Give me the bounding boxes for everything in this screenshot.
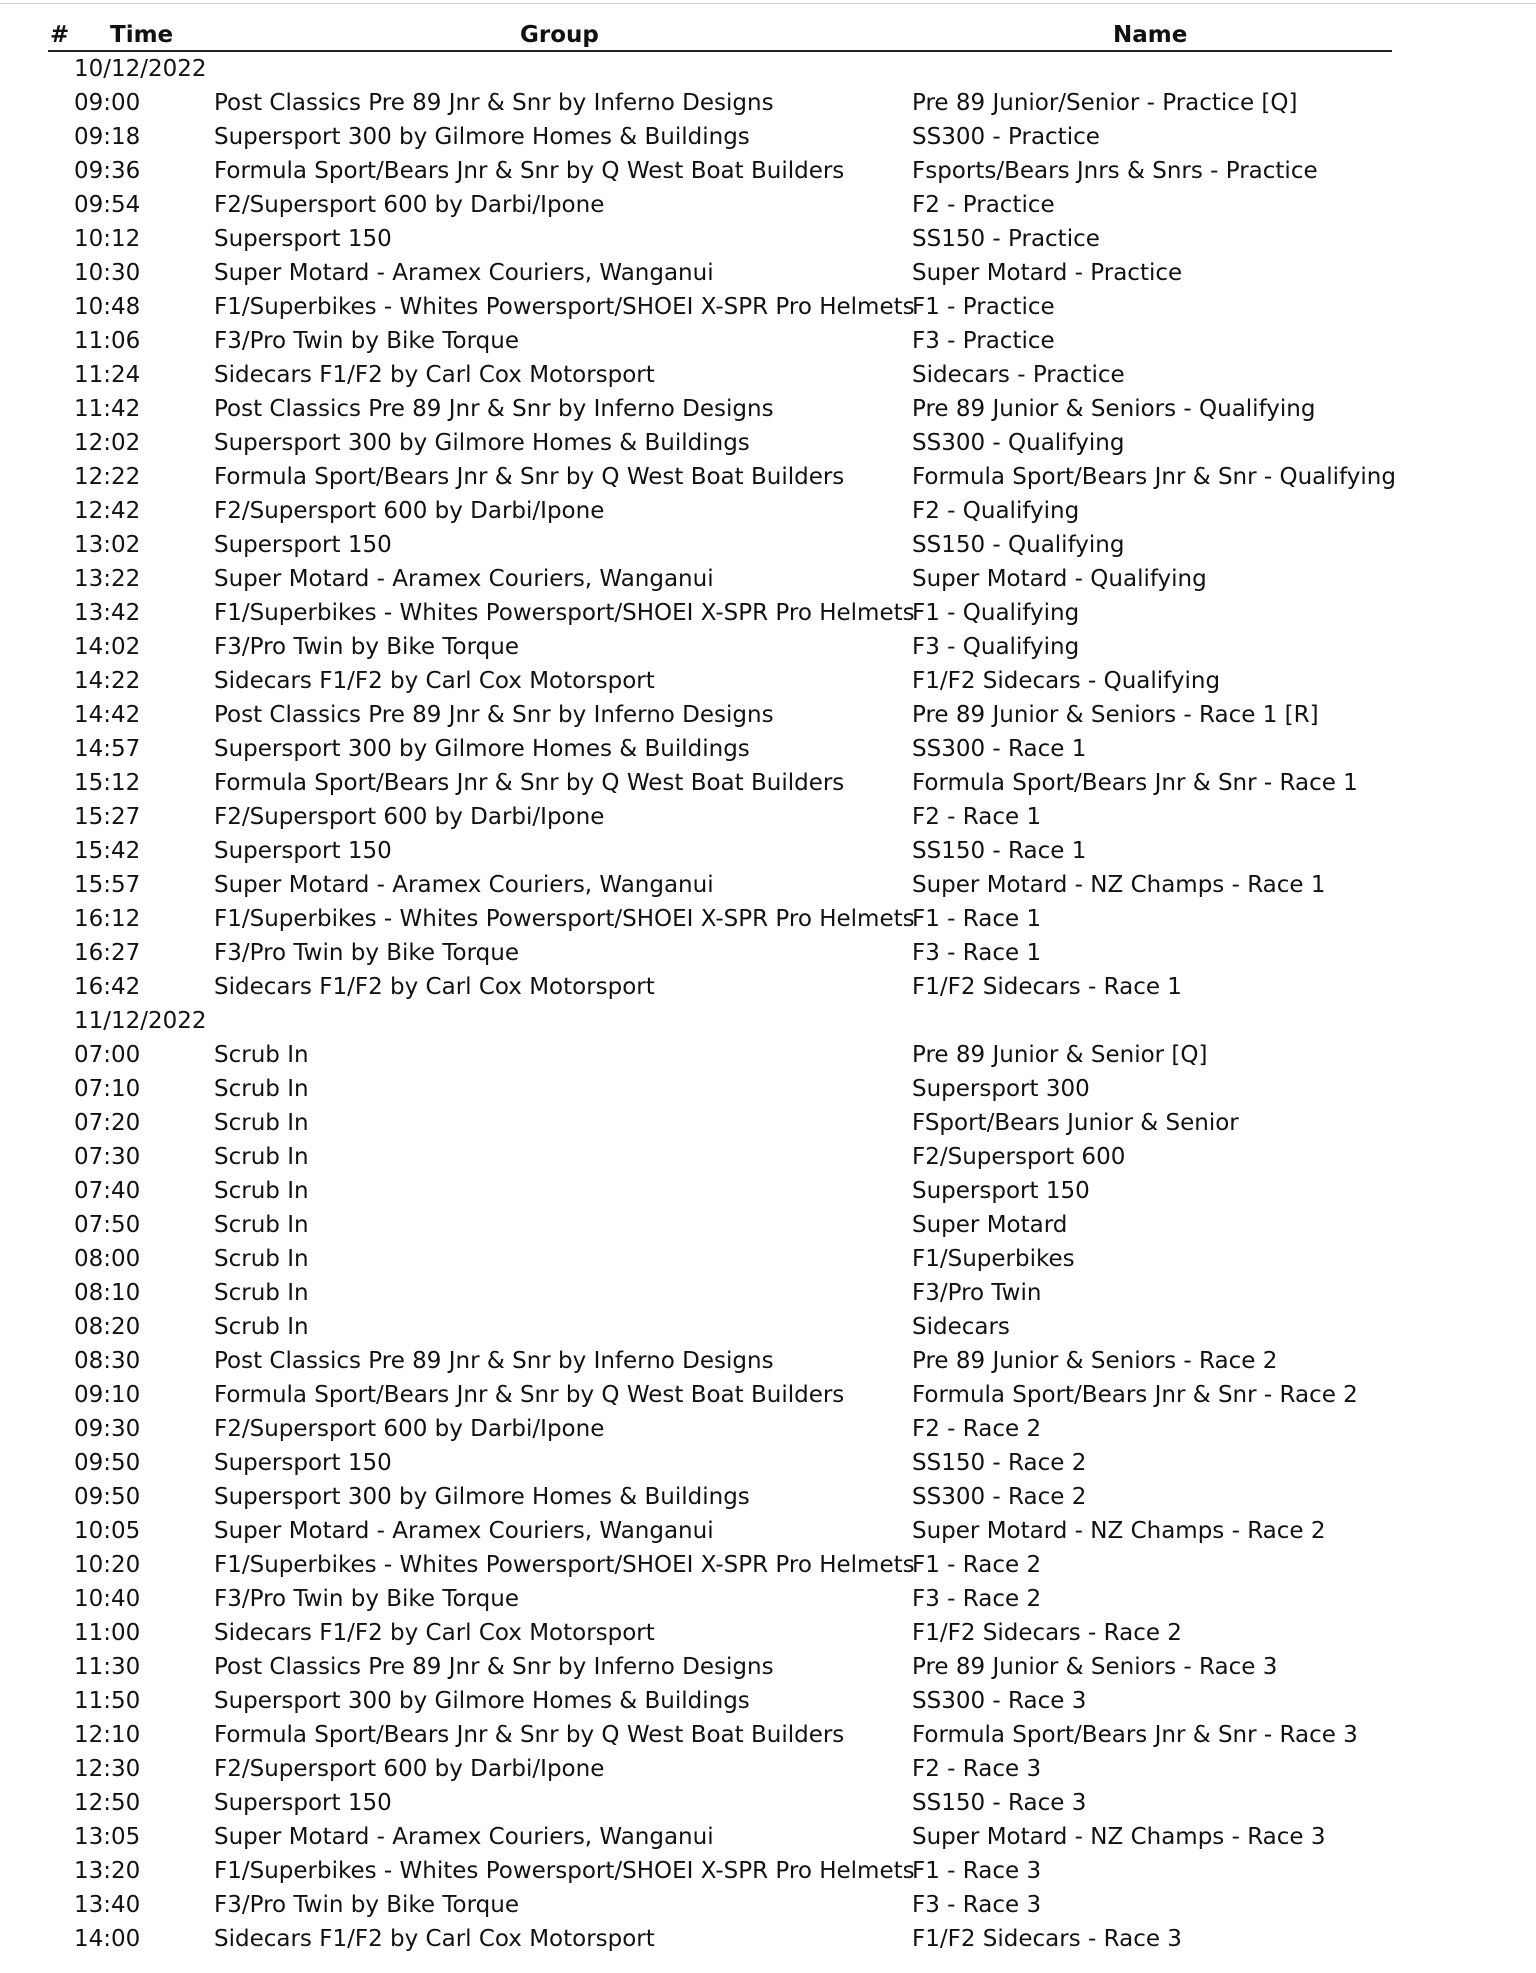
session-group: F3/Pro Twin by Bike Torque bbox=[214, 1586, 519, 1612]
date-label: 10/12/2022 bbox=[74, 56, 207, 82]
session-group: Scrub In bbox=[214, 1042, 309, 1068]
table-row bbox=[0, 1446, 1536, 1480]
session-name: Sidecars bbox=[912, 1314, 1010, 1340]
session-time: 15:27 bbox=[74, 804, 141, 830]
session-group: Post Classics Pre 89 Jnr & Snr by Inferno Designs bbox=[214, 702, 774, 728]
table-row bbox=[0, 1514, 1536, 1548]
session-time: 08:00 bbox=[74, 1246, 141, 1272]
table-row bbox=[0, 1378, 1536, 1412]
table-row bbox=[0, 188, 1536, 222]
session-time: 13:05 bbox=[74, 1824, 141, 1850]
session-time: 09:54 bbox=[74, 192, 141, 218]
session-time: 16:27 bbox=[74, 940, 141, 966]
table-row bbox=[0, 290, 1536, 324]
session-group: Supersport 150 bbox=[214, 838, 392, 864]
session-name: Pre 89 Junior & Seniors - Race 3 bbox=[912, 1654, 1278, 1680]
table-row bbox=[0, 494, 1536, 528]
session-group: Sidecars F1/F2 by Carl Cox Motorsport bbox=[214, 1926, 655, 1952]
session-group: F1/Superbikes - Whites Powersport/SHOEI X-SPR Pro Helmets bbox=[214, 294, 915, 320]
session-time: 07:40 bbox=[74, 1178, 141, 1204]
session-time: 14:02 bbox=[74, 634, 141, 660]
session-time: 16:12 bbox=[74, 906, 141, 932]
table-row bbox=[0, 256, 1536, 290]
session-name: Super Motard - NZ Champs - Race 1 bbox=[912, 872, 1326, 898]
session-group: F1/Superbikes - Whites Powersport/SHOEI X-SPR Pro Helmets bbox=[214, 1552, 915, 1578]
header-number: # bbox=[50, 22, 70, 48]
table-row bbox=[0, 1786, 1536, 1820]
session-time: 15:42 bbox=[74, 838, 141, 864]
session-name: F2 - Race 3 bbox=[912, 1756, 1042, 1782]
session-group: Formula Sport/Bears Jnr & Snr by Q West Boat Builders bbox=[214, 464, 845, 490]
session-time: 11:24 bbox=[74, 362, 141, 388]
table-row bbox=[0, 1820, 1536, 1854]
table-row bbox=[0, 120, 1536, 154]
session-time: 11:30 bbox=[74, 1654, 141, 1680]
table-row bbox=[0, 1344, 1536, 1378]
session-time: 13:20 bbox=[74, 1858, 141, 1884]
session-name: F1/F2 Sidecars - Race 2 bbox=[912, 1620, 1182, 1646]
session-name: F3/Pro Twin bbox=[912, 1280, 1042, 1306]
session-name: F3 - Qualifying bbox=[912, 634, 1080, 660]
session-time: 09:18 bbox=[74, 124, 141, 150]
table-row bbox=[0, 392, 1536, 426]
session-group: Super Motard - Aramex Couriers, Wanganui bbox=[214, 872, 714, 898]
session-name: SS300 - Race 1 bbox=[912, 736, 1087, 762]
session-name: F1 - Qualifying bbox=[912, 600, 1080, 626]
table-row bbox=[0, 834, 1536, 868]
session-group: Super Motard - Aramex Couriers, Wanganui bbox=[214, 566, 714, 592]
session-name: F1/F2 Sidecars - Race 1 bbox=[912, 974, 1182, 1000]
session-group: Supersport 300 by Gilmore Homes & Buildings bbox=[214, 736, 750, 762]
table-row bbox=[0, 1208, 1536, 1242]
session-group: F1/Superbikes - Whites Powersport/SHOEI X-SPR Pro Helmets bbox=[214, 600, 915, 626]
table-row bbox=[0, 1038, 1536, 1072]
session-time: 15:57 bbox=[74, 872, 141, 898]
session-group: Super Motard - Aramex Couriers, Wanganui bbox=[214, 1518, 714, 1544]
session-name: Pre 89 Junior & Senior [Q] bbox=[912, 1042, 1208, 1068]
table-row bbox=[0, 1412, 1536, 1446]
session-name: Pre 89 Junior & Seniors - Race 2 bbox=[912, 1348, 1278, 1374]
session-name: SS300 - Practice bbox=[912, 124, 1100, 150]
table-row bbox=[0, 1106, 1536, 1140]
session-group: Sidecars F1/F2 by Carl Cox Motorsport bbox=[214, 362, 655, 388]
session-time: 08:10 bbox=[74, 1280, 141, 1306]
session-time: 11:42 bbox=[74, 396, 141, 422]
session-name: F2 - Qualifying bbox=[912, 498, 1080, 524]
session-time: 09:00 bbox=[74, 90, 141, 116]
session-name: F1 - Practice bbox=[912, 294, 1055, 320]
session-group: F3/Pro Twin by Bike Torque bbox=[214, 634, 519, 660]
table-row bbox=[0, 902, 1536, 936]
session-group: Supersport 150 bbox=[214, 226, 392, 252]
session-name: Formula Sport/Bears Jnr & Snr - Race 3 bbox=[912, 1722, 1358, 1748]
session-time: 14:22 bbox=[74, 668, 141, 694]
table-row bbox=[0, 1174, 1536, 1208]
table-row bbox=[0, 86, 1536, 120]
session-time: 10:30 bbox=[74, 260, 141, 286]
session-name: F3 - Race 1 bbox=[912, 940, 1042, 966]
session-group: Sidecars F1/F2 by Carl Cox Motorsport bbox=[214, 1620, 655, 1646]
table-row bbox=[0, 426, 1536, 460]
session-time: 12:10 bbox=[74, 1722, 141, 1748]
session-group: Formula Sport/Bears Jnr & Snr by Q West Boat Builders bbox=[214, 1722, 845, 1748]
header-name: Name bbox=[1113, 22, 1188, 48]
session-group: Scrub In bbox=[214, 1212, 309, 1238]
session-name: Supersport 300 bbox=[912, 1076, 1090, 1102]
table-row bbox=[0, 1582, 1536, 1616]
session-group: Supersport 300 by Gilmore Homes & Buildings bbox=[214, 430, 750, 456]
session-group: Formula Sport/Bears Jnr & Snr by Q West Boat Builders bbox=[214, 770, 845, 796]
session-group: Scrub In bbox=[214, 1246, 309, 1272]
session-name: Super Motard - NZ Champs - Race 2 bbox=[912, 1518, 1326, 1544]
session-group: Post Classics Pre 89 Jnr & Snr by Inferno Designs bbox=[214, 1654, 774, 1680]
header-group: Group bbox=[520, 22, 599, 48]
session-time: 11:50 bbox=[74, 1688, 141, 1714]
session-name: F1/F2 Sidecars - Qualifying bbox=[912, 668, 1221, 694]
session-time: 10:05 bbox=[74, 1518, 141, 1544]
session-group: Super Motard - Aramex Couriers, Wanganui bbox=[214, 1824, 714, 1850]
session-time: 09:30 bbox=[74, 1416, 141, 1442]
session-time: 11:00 bbox=[74, 1620, 141, 1646]
session-group: Formula Sport/Bears Jnr & Snr by Q West Boat Builders bbox=[214, 1382, 845, 1408]
table-row bbox=[0, 698, 1536, 732]
session-group: Super Motard - Aramex Couriers, Wanganui bbox=[214, 260, 714, 286]
table-row bbox=[0, 732, 1536, 766]
table-row bbox=[0, 630, 1536, 664]
table-row bbox=[0, 154, 1536, 188]
session-name: SS150 - Race 1 bbox=[912, 838, 1087, 864]
session-group: Post Classics Pre 89 Jnr & Snr by Inferno Designs bbox=[214, 90, 774, 116]
session-name: Pre 89 Junior & Seniors - Race 1 [R] bbox=[912, 702, 1319, 728]
session-group: Formula Sport/Bears Jnr & Snr by Q West Boat Builders bbox=[214, 158, 845, 184]
session-time: 09:50 bbox=[74, 1450, 141, 1476]
session-name: Super Motard - Practice bbox=[912, 260, 1183, 286]
session-time: 12:42 bbox=[74, 498, 141, 524]
session-time: 12:22 bbox=[74, 464, 141, 490]
session-name: Sidecars - Practice bbox=[912, 362, 1125, 388]
session-time: 09:50 bbox=[74, 1484, 141, 1510]
session-name: F2 - Practice bbox=[912, 192, 1055, 218]
header-time: Time bbox=[110, 22, 174, 48]
session-group: F1/Superbikes - Whites Powersport/SHOEI X-SPR Pro Helmets bbox=[214, 906, 915, 932]
table-row bbox=[0, 562, 1536, 596]
session-time: 13:02 bbox=[74, 532, 141, 558]
table-row bbox=[0, 1650, 1536, 1684]
session-time: 13:22 bbox=[74, 566, 141, 592]
table-row bbox=[0, 664, 1536, 698]
schedule-table bbox=[0, 52, 1536, 1956]
session-name: F3 - Practice bbox=[912, 328, 1055, 354]
session-time: 12:50 bbox=[74, 1790, 141, 1816]
session-group: Scrub In bbox=[214, 1144, 309, 1170]
session-name: F3 - Race 3 bbox=[912, 1892, 1042, 1918]
table-row bbox=[0, 1752, 1536, 1786]
session-time: 13:42 bbox=[74, 600, 141, 626]
session-time: 07:50 bbox=[74, 1212, 141, 1238]
session-time: 07:20 bbox=[74, 1110, 141, 1136]
table-row bbox=[0, 358, 1536, 392]
session-name: SS150 - Practice bbox=[912, 226, 1100, 252]
session-group: Post Classics Pre 89 Jnr & Snr by Inferno Designs bbox=[214, 1348, 774, 1374]
session-group: Scrub In bbox=[214, 1178, 309, 1204]
session-name: Super Motard - Qualifying bbox=[912, 566, 1207, 592]
session-name: Pre 89 Junior/Senior - Practice [Q] bbox=[912, 90, 1298, 116]
session-group: Scrub In bbox=[214, 1110, 309, 1136]
session-group: Scrub In bbox=[214, 1280, 309, 1306]
table-row bbox=[0, 1480, 1536, 1514]
session-time: 14:57 bbox=[74, 736, 141, 762]
session-name: Super Motard - NZ Champs - Race 3 bbox=[912, 1824, 1326, 1850]
table-row bbox=[0, 460, 1536, 494]
session-name: SS150 - Race 3 bbox=[912, 1790, 1087, 1816]
session-name: F2 - Race 2 bbox=[912, 1416, 1042, 1442]
session-group: F2/Supersport 600 by Darbi/Ipone bbox=[214, 1416, 605, 1442]
session-name: F2 - Race 1 bbox=[912, 804, 1042, 830]
table-row bbox=[0, 1140, 1536, 1174]
table-row bbox=[0, 868, 1536, 902]
session-name: SS300 - Qualifying bbox=[912, 430, 1125, 456]
session-group: F3/Pro Twin by Bike Torque bbox=[214, 328, 519, 354]
session-group: F3/Pro Twin by Bike Torque bbox=[214, 1892, 519, 1918]
session-time: 10:48 bbox=[74, 294, 141, 320]
session-time: 07:10 bbox=[74, 1076, 141, 1102]
session-time: 07:00 bbox=[74, 1042, 141, 1068]
table-row bbox=[0, 970, 1536, 1004]
session-group: Supersport 300 by Gilmore Homes & Buildings bbox=[214, 1688, 750, 1714]
table-row bbox=[0, 596, 1536, 630]
table-row bbox=[0, 1854, 1536, 1888]
session-name: Supersport 150 bbox=[912, 1178, 1090, 1204]
session-time: 09:10 bbox=[74, 1382, 141, 1408]
session-group: F2/Supersport 600 by Darbi/Ipone bbox=[214, 1756, 605, 1782]
table-header bbox=[0, 20, 1536, 50]
session-name: F1 - Race 2 bbox=[912, 1552, 1042, 1578]
session-time: 07:30 bbox=[74, 1144, 141, 1170]
table-row bbox=[0, 528, 1536, 562]
session-time: 11:06 bbox=[74, 328, 141, 354]
session-name: F1/Superbikes bbox=[912, 1246, 1075, 1272]
session-group: Post Classics Pre 89 Jnr & Snr by Inferno Designs bbox=[214, 396, 774, 422]
session-time: 13:40 bbox=[74, 1892, 141, 1918]
session-name: SS300 - Race 2 bbox=[912, 1484, 1087, 1510]
session-name: Formula Sport/Bears Jnr & Snr - Race 1 bbox=[912, 770, 1358, 796]
session-group: Supersport 150 bbox=[214, 1450, 392, 1476]
session-name: SS150 - Qualifying bbox=[912, 532, 1125, 558]
session-group: Sidecars F1/F2 by Carl Cox Motorsport bbox=[214, 974, 655, 1000]
session-name: F1 - Race 1 bbox=[912, 906, 1042, 932]
session-group: F3/Pro Twin by Bike Torque bbox=[214, 940, 519, 966]
session-time: 15:12 bbox=[74, 770, 141, 796]
table-row bbox=[0, 1242, 1536, 1276]
session-time: 09:36 bbox=[74, 158, 141, 184]
session-time: 12:30 bbox=[74, 1756, 141, 1782]
session-time: 10:20 bbox=[74, 1552, 141, 1578]
session-time: 08:20 bbox=[74, 1314, 141, 1340]
session-name: F1/F2 Sidecars - Race 3 bbox=[912, 1926, 1182, 1952]
session-time: 10:40 bbox=[74, 1586, 141, 1612]
session-name: F3 - Race 2 bbox=[912, 1586, 1042, 1612]
session-time: 12:02 bbox=[74, 430, 141, 456]
session-name: FSport/Bears Junior & Senior bbox=[912, 1110, 1239, 1136]
session-time: 14:42 bbox=[74, 702, 141, 728]
table-row bbox=[0, 1616, 1536, 1650]
session-name: F2/Supersport 600 bbox=[912, 1144, 1126, 1170]
date-row bbox=[0, 1004, 1536, 1038]
session-group: Sidecars F1/F2 by Carl Cox Motorsport bbox=[214, 668, 655, 694]
session-group: F2/Supersport 600 by Darbi/Ipone bbox=[214, 192, 605, 218]
table-row bbox=[0, 222, 1536, 256]
session-name: SS300 - Race 3 bbox=[912, 1688, 1087, 1714]
session-time: 10:12 bbox=[74, 226, 141, 252]
session-group: F2/Supersport 600 by Darbi/Ipone bbox=[214, 804, 605, 830]
session-name: Formula Sport/Bears Jnr & Snr - Race 2 bbox=[912, 1382, 1358, 1408]
session-name: F1 - Race 3 bbox=[912, 1858, 1042, 1884]
date-row bbox=[0, 52, 1536, 86]
top-border bbox=[0, 3, 1536, 4]
session-name: Pre 89 Junior & Seniors - Qualifying bbox=[912, 396, 1316, 422]
table-row bbox=[0, 766, 1536, 800]
session-time: 14:00 bbox=[74, 1926, 141, 1952]
table-row bbox=[0, 1922, 1536, 1956]
table-row bbox=[0, 1718, 1536, 1752]
session-group: Supersport 300 by Gilmore Homes & Buildings bbox=[214, 1484, 750, 1510]
session-name: Super Motard bbox=[912, 1212, 1068, 1238]
session-group: F2/Supersport 600 by Darbi/Ipone bbox=[214, 498, 605, 524]
table-row bbox=[0, 324, 1536, 358]
table-row bbox=[0, 1310, 1536, 1344]
session-name: SS150 - Race 2 bbox=[912, 1450, 1087, 1476]
table-row bbox=[0, 1548, 1536, 1582]
table-row bbox=[0, 1072, 1536, 1106]
session-name: Fsports/Bears Jnrs & Snrs - Practice bbox=[912, 158, 1318, 184]
session-group: Supersport 300 by Gilmore Homes & Buildings bbox=[214, 124, 750, 150]
session-name: Formula Sport/Bears Jnr & Snr - Qualifying bbox=[912, 464, 1396, 490]
table-row bbox=[0, 1276, 1536, 1310]
table-row bbox=[0, 1888, 1536, 1922]
session-group: Scrub In bbox=[214, 1314, 309, 1340]
session-time: 08:30 bbox=[74, 1348, 141, 1374]
session-group: Scrub In bbox=[214, 1076, 309, 1102]
session-group: Supersport 150 bbox=[214, 532, 392, 558]
session-time: 16:42 bbox=[74, 974, 141, 1000]
table-row bbox=[0, 800, 1536, 834]
table-row bbox=[0, 1684, 1536, 1718]
table-row bbox=[0, 936, 1536, 970]
date-label: 11/12/2022 bbox=[74, 1008, 207, 1034]
session-group: F1/Superbikes - Whites Powersport/SHOEI X-SPR Pro Helmets bbox=[214, 1858, 915, 1884]
session-group: Supersport 150 bbox=[214, 1790, 392, 1816]
